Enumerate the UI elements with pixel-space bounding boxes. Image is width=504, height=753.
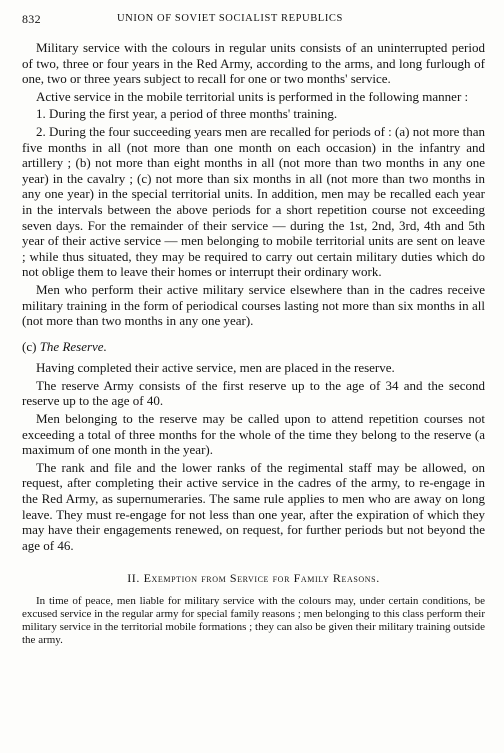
page-body: [22, 40, 485, 649]
running-head: UNION OF SOVIET SOCIALIST REPUBLICS: [117, 13, 343, 24]
section-label: (c): [22, 338, 37, 354]
paragraph-military-service: Military service with the colours in regular units consists of an uninterrupted period of two, three or four years in the Red Army, according to the arms, and long furlough of one, two or three years subject to recall for one or two months' service.: [22, 40, 485, 87]
section-heading-reserve: [22, 339, 485, 355]
page-header: [22, 12, 484, 28]
paragraph-other-cadres: Men who perform their active military service elsewhere than in the cadres receive military training in the form of periodical courses lasting not more than six months in all (not more than two months in any one year).: [22, 281, 485, 329]
list-item-succeeding-years: 2. During the four succeeding years men are recalled for periods of : (a) not more than five months in all (not more than one month on each occasion) in the infantry and artillery ; (b) not more than eight months in all (not more than two months in any one year) in the cavalry ; (c) not more than six months in all (not more than two months in any one year) in the special territorial units. In addition, men may be recalled each year in the intervals between the above periods for a short repetition course not exceeding seven days. For the remainder of their service — during the 1st, 2nd, 3rd, 4th and 5th year of their active service — men belonging to mobile territorial units are sent on leave ; while thus situated, they may be required to carry out certain military duties which do not oblige them to leave their homes or interrupt their ordinary work.: [22, 123, 485, 280]
page-number: 832: [22, 12, 41, 26]
paragraph-re-engagement: The rank and file and the lower ranks of the regimental staff may be allowed, on request, after completing their active service in the cadres of the army, to re-engage in the Red Army, as supernumeraries. The same rule applies to men who are away on long leave. They must re-engage for not less than one year, after the expiration of which they may have their engagements renewed, on request, for further periods but not beyond the age of 46.: [22, 459, 485, 553]
paragraph-repetition-courses: Men belonging to the reserve may be called upon to attend repetition courses not exceeding a total of three months for the whole of the time they belong to the reserve (a maximum of one month in the year).: [22, 411, 485, 458]
paragraph-reserve-placement: Having completed their active service, men are placed in the reserve.: [36, 360, 395, 376]
paragraph-reserve-army: The reserve Army consists of the first reserve up to the age of 34 and the second reserve up to the age of 40.: [22, 377, 485, 409]
paragraph-active-service: Active service in the mobile territorial units is performed in the following manner :: [36, 88, 469, 104]
section-title: The Reserve.: [39, 338, 107, 354]
part-heading-exemption: II. Exemption from Service for Family Reasons.: [127, 571, 380, 586]
list-item-first-year: 1. During the first year, a period of three months' training.: [36, 106, 338, 122]
paragraph-exemption: In time of peace, men liable for military service with the colours may, under certain conditions, be excused service in the regular army for special family reasons ; men belonging to this class perform their military service in the territorial mobile formations ; they can also be given their military training outside the army.: [22, 595, 485, 646]
